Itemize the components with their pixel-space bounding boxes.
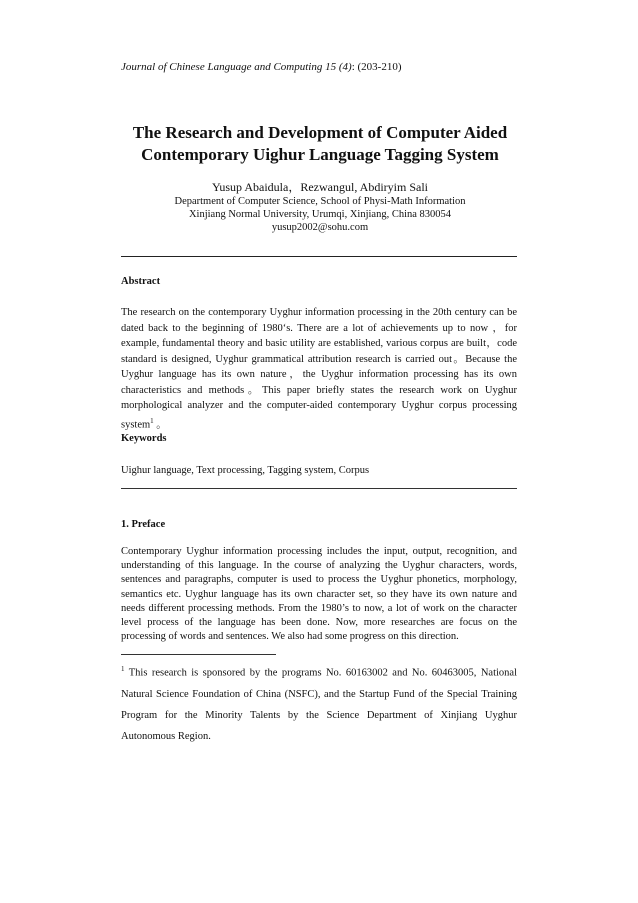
journal-citation — [121, 61, 401, 73]
journal-pages: : (203-210) — [351, 61, 402, 73]
author-email: yusup2002@sohu.com — [271, 222, 369, 233]
journal-name: Journal of Chinese Language and Computing 15 (4) — [121, 61, 352, 73]
keywords-divider — [121, 488, 517, 489]
affiliation-university: Xinjiang Normal University, Urumqi, Xinjiang, China 830054 — [188, 209, 452, 220]
title-line-2: Contemporary Uighur Language Tagging System — [141, 145, 499, 164]
paper-title — [100, 122, 540, 166]
author-list: Yusup Abaidula，Rezwangul, Abdiryim Sali — [212, 180, 428, 194]
abstract-end-mark: 。 — [153, 419, 167, 430]
footnote-reference[interactable]: 1 — [150, 416, 154, 425]
abstract-body: The research on the contemporary Uyghur information processing in the 20th century can be dated back to the beginning of 1980‘s. There are a lot of achievements up to now ，for example, fundamental theory and basic utility are established, various corpus are built，code standard is designed, Uyghur grammatical attribution research is carried out。Because the Uyghur language has its own nature，the Uyghur information processing has its own characteristics and methods。This paper briefly states the research work on Uyghur morphological analyzer and the computer-aided contemporary Uyghur corpus processing system — [121, 307, 517, 430]
abstract-text — [121, 305, 517, 433]
title-line-1: The Research and Development of Computer Aided — [132, 123, 508, 142]
section-heading-preface: 1. Preface — [121, 519, 166, 530]
keywords-text: Uighur language, Text processing, Tagging system, Corpus — [121, 465, 370, 476]
affiliation-department: Department of Computer Science, School of Physi-Math Information — [174, 196, 466, 207]
footnote-text: This research is sponsored by the programs No. 60163002 and No. 60463005, National Natural Science Foundation of China (NSFC), and the Startup Fund of the Special Training Program for the Minority Talents by the Science Department of Xinjiang Uyghur Autonomous Region. — [121, 667, 517, 742]
abstract-heading: Abstract — [121, 276, 161, 287]
affiliation — [100, 195, 540, 234]
footnote-divider — [121, 654, 276, 655]
footnote-mark: 1 — [121, 665, 125, 673]
header-divider — [121, 256, 517, 257]
preface-text: Contemporary Uyghur information processing includes the input, output, recognition, and understanding of this language. In the course of analyzing the Uyghur characters, words, sentences and paragraphs, computer is used to process the Uyghur phonetics, morphology, semantics etc. Uyghur language has its own character set, so they have its own nature and needs different processing methods. From the 1980’s to now, a lot of work on the character level process of the language has been done. Now, more researches are focus on the processing of words and sentences. We also had some progress on this direction. — [121, 546, 517, 643]
footnote — [121, 659, 517, 747]
keywords-heading: Keywords — [121, 433, 167, 444]
